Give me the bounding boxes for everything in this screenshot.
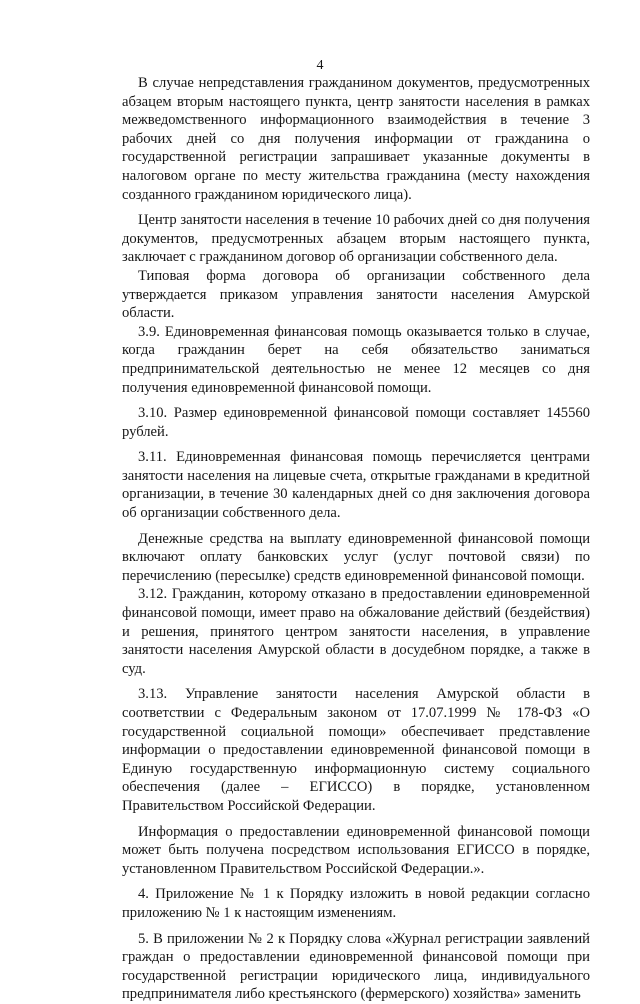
paragraph-3-12: 3.12. Гражданин, которому отказано в предоставлении единовременной финансовой помощи, имеет право на обжалование действий (бездействия) и решения, принятого центром занятости населения, в управление занятости населения Амурской области в досудебном порядке, а также в суд. — [122, 586, 590, 677]
paragraph-item-4: 4. Приложение № 1 к Порядку изложить в новой редакции согласно приложению № 1 к настоящим изменениям. — [122, 886, 590, 921]
paragraph-contract-conclusion: Центр занятости населения в течение 10 рабочих дней со дня получения документов, предусмотренных абзацем вторым настоящего пункта, заключает с гражданином договор об организации собственного дела. — [122, 212, 590, 266]
paragraph-3-9: 3.9. Единовременная финансовая помощь оказывается только в случае, когда гражданин берет на себя обязательство заниматься предпринимательской деятельностью не менее 12 месяцев со дня получения единовременной финансовой помощи. — [122, 323, 590, 396]
paragraph-3-13: 3.13. Управление занятости населения Амурской области в соответствии с Федеральным законом от 17.07.1999 № 178-ФЗ «О государственной социальной помощи» обеспечивает представление информации о предоставлении единовременной финансовой помощи в Единую государственную информационную систему социального обеспечения (далее – ЕГИССО) в порядке, установленном Правительством Российской Федерации. — [122, 686, 590, 814]
paragraph-missing-documents: В случае непредставления гражданином документов, предусмотренных абзацем вторым настоящего пункта, центр занятости населения в рамках межведомственного информационного взаимодействия в течение 3 рабочих дней со дня получения информации от гражданина о государственной регистрации запрашивает указанные документы в налоговом органе по месту жительства гражданина (месту нахождения созданного гражданином юридического лица). — [122, 75, 590, 203]
page-number: 4 — [316, 58, 324, 73]
document-body — [122, 74, 590, 1004]
paragraph-3-10: 3.10. Размер единовременной финансовой помощи составляет 145560 рублей. — [122, 405, 590, 440]
paragraph-bank-services: Денежные средства на выплату единовременной финансовой помощи включают оплату банковских услуг (услуг почтовой связи) по перечислению (пересылке) средств единовременной финансовой помощи. — [122, 530, 590, 584]
paragraph-3-11: 3.11. Единовременная финансовая помощь перечисляется центрами занятости населения на лицевые счета, открытые гражданами в кредитной организации, в течение 30 календарных дней со дня заключения договора об организации собственного дела. — [122, 449, 590, 522]
paragraph-contract-form: Типовая форма договора об организации собственного дела утверждается приказом управления занятости населения Амурской области. — [122, 267, 590, 322]
paragraph-egisso-info: Информация о предоставлении единовременной финансовой помощи может быть получена посредством использования ЕГИССО в порядке, установленном Правительством Российской Федерации.». — [122, 823, 590, 877]
paragraph-item-5: 5. В приложении № 2 к Порядку слова «Журнал регистрации заявлений граждан о предоставлении единовременной финансовой помощи при государственной регистрации юридического лица, индивидуального предпринимателя либо крестьянского (фермерского) хозяйства» заменить — [122, 930, 590, 1003]
